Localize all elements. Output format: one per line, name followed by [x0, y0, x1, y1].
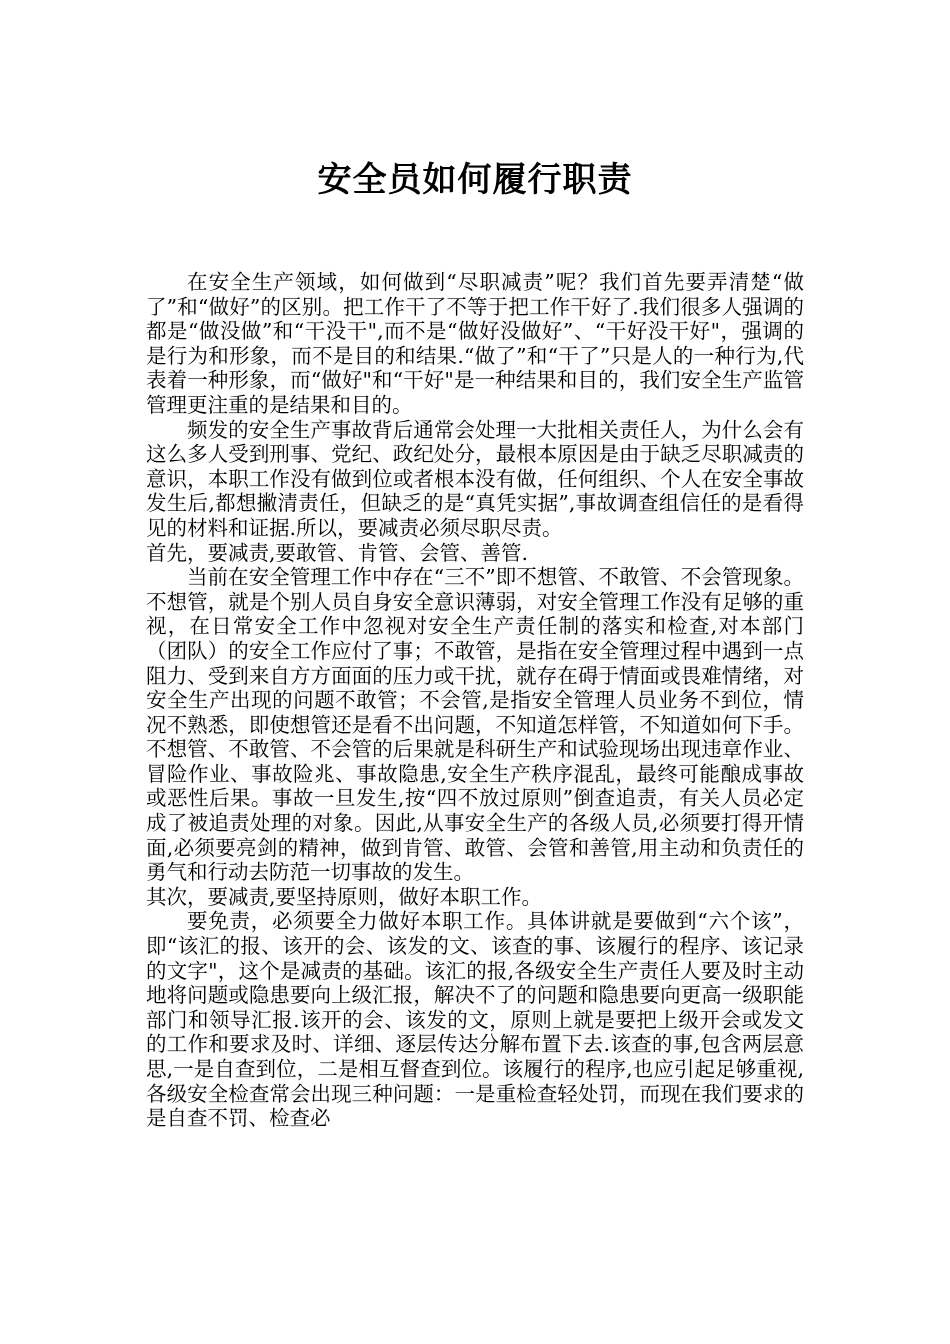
- document-title: 安全员如何履行职责: [317, 160, 633, 200]
- heading-second-point: 其次，要减责,要坚持原则，做好本职工作。: [146, 884, 543, 909]
- document-body: [146, 270, 804, 1131]
- heading-first-point: 首先，要减责,要敢管、肯管、会管、善管.: [146, 540, 529, 565]
- paragraph-six-musts: 要免责，必须要全力做好本职工作。具体讲就是要做到“六个该”，即“该汇的报、该开的会、该发的文、该查的事、该履行的程序、该记录的文字"，这个是减责的基础。该汇的报,各级安全生产责任人要及时主动地将问题或隐患要向上级汇报，解决不了的问题和隐患要向更高一级职能部门和领导汇报.该开的会、该发的文，原则上就是要把上级开会或发文的工作和要求及时、详细、逐层传达分解布置下去.该查的事,包含两层意思,一是自查到位，二是相互督查到位。该履行的程序,也应引起足够重视,各级安全检查常会出现三种问题：一是重检查轻处罚，而现在我们要求的是自查不罚、检查必: [146, 909, 804, 1131]
- paragraph-accidents: 频发的安全生产事故背后通常会处理一大批相关责任人，为什么会有这么多人受到刑事、党纪、政纪处分，最根本原因是由于缺乏尽职减责的意识，本职工作没有做到位或者根本没有做，任何组织、个人在安全事故发生后,都想撇清责任，但缺乏的是“真凭实据”,事故调查组信任的是看得见的材料和证据.所以，要减责必须尽职尽责。: [146, 417, 804, 540]
- paragraph-intro: 在安全生产领域，如何做到“尽职减责”呢？我们首先要弄清楚“做了”和“做好”的区别。把工作干了不等于把工作干好了.我们很多人强调的都是“做没做”和“干没干",而不是“做好没做好”、“干好没干好"，强调的是行为和形象，而不是目的和结果.“做了”和“干了”只是人的一种行为,代表着一种形象，而“做好"和“干好"是一种结果和目的，我们安全生产监管管理更注重的是结果和目的。: [146, 270, 804, 417]
- paragraph-three-nots: 当前在安全管理工作中存在“三不”即不想管、不敢管、不会管现象。不想管，就是个别人员自身安全意识薄弱，对安全管理工作没有足够的重视，在日常安全工作中忽视对安全生产责任制的落实和检查,对本部门（团队）的安全工作应付了事；不敢管，是指在安全管理过程中遇到一点阻力、受到来自方方面面的压力或干扰，就存在碍于情面或畏难情绪，对安全生产出现的问题不敢管；不会管,是指安全管理人员业务不到位，情况不熟悉，即使想管还是看不出问题，不知道怎样管，不知道如何下手。不想管、不敢管、不会管的后果就是科研生产和试验现场出现违章作业、冒险作业、事故险兆、事故隐患,安全生产秩序混乱，最终可能酿成事故或恶性后果。事故一旦发生,按“四不放过原则”倒查追责，有关人员必定成了被追责处理的对象。因此,从事安全生产的各级人员,必须要打得开情面,必须要亮剑的精神，做到肯管、敢管、会管和善管,用主动和负责任的勇气和行动去防范一切事故的发生。: [146, 565, 804, 885]
